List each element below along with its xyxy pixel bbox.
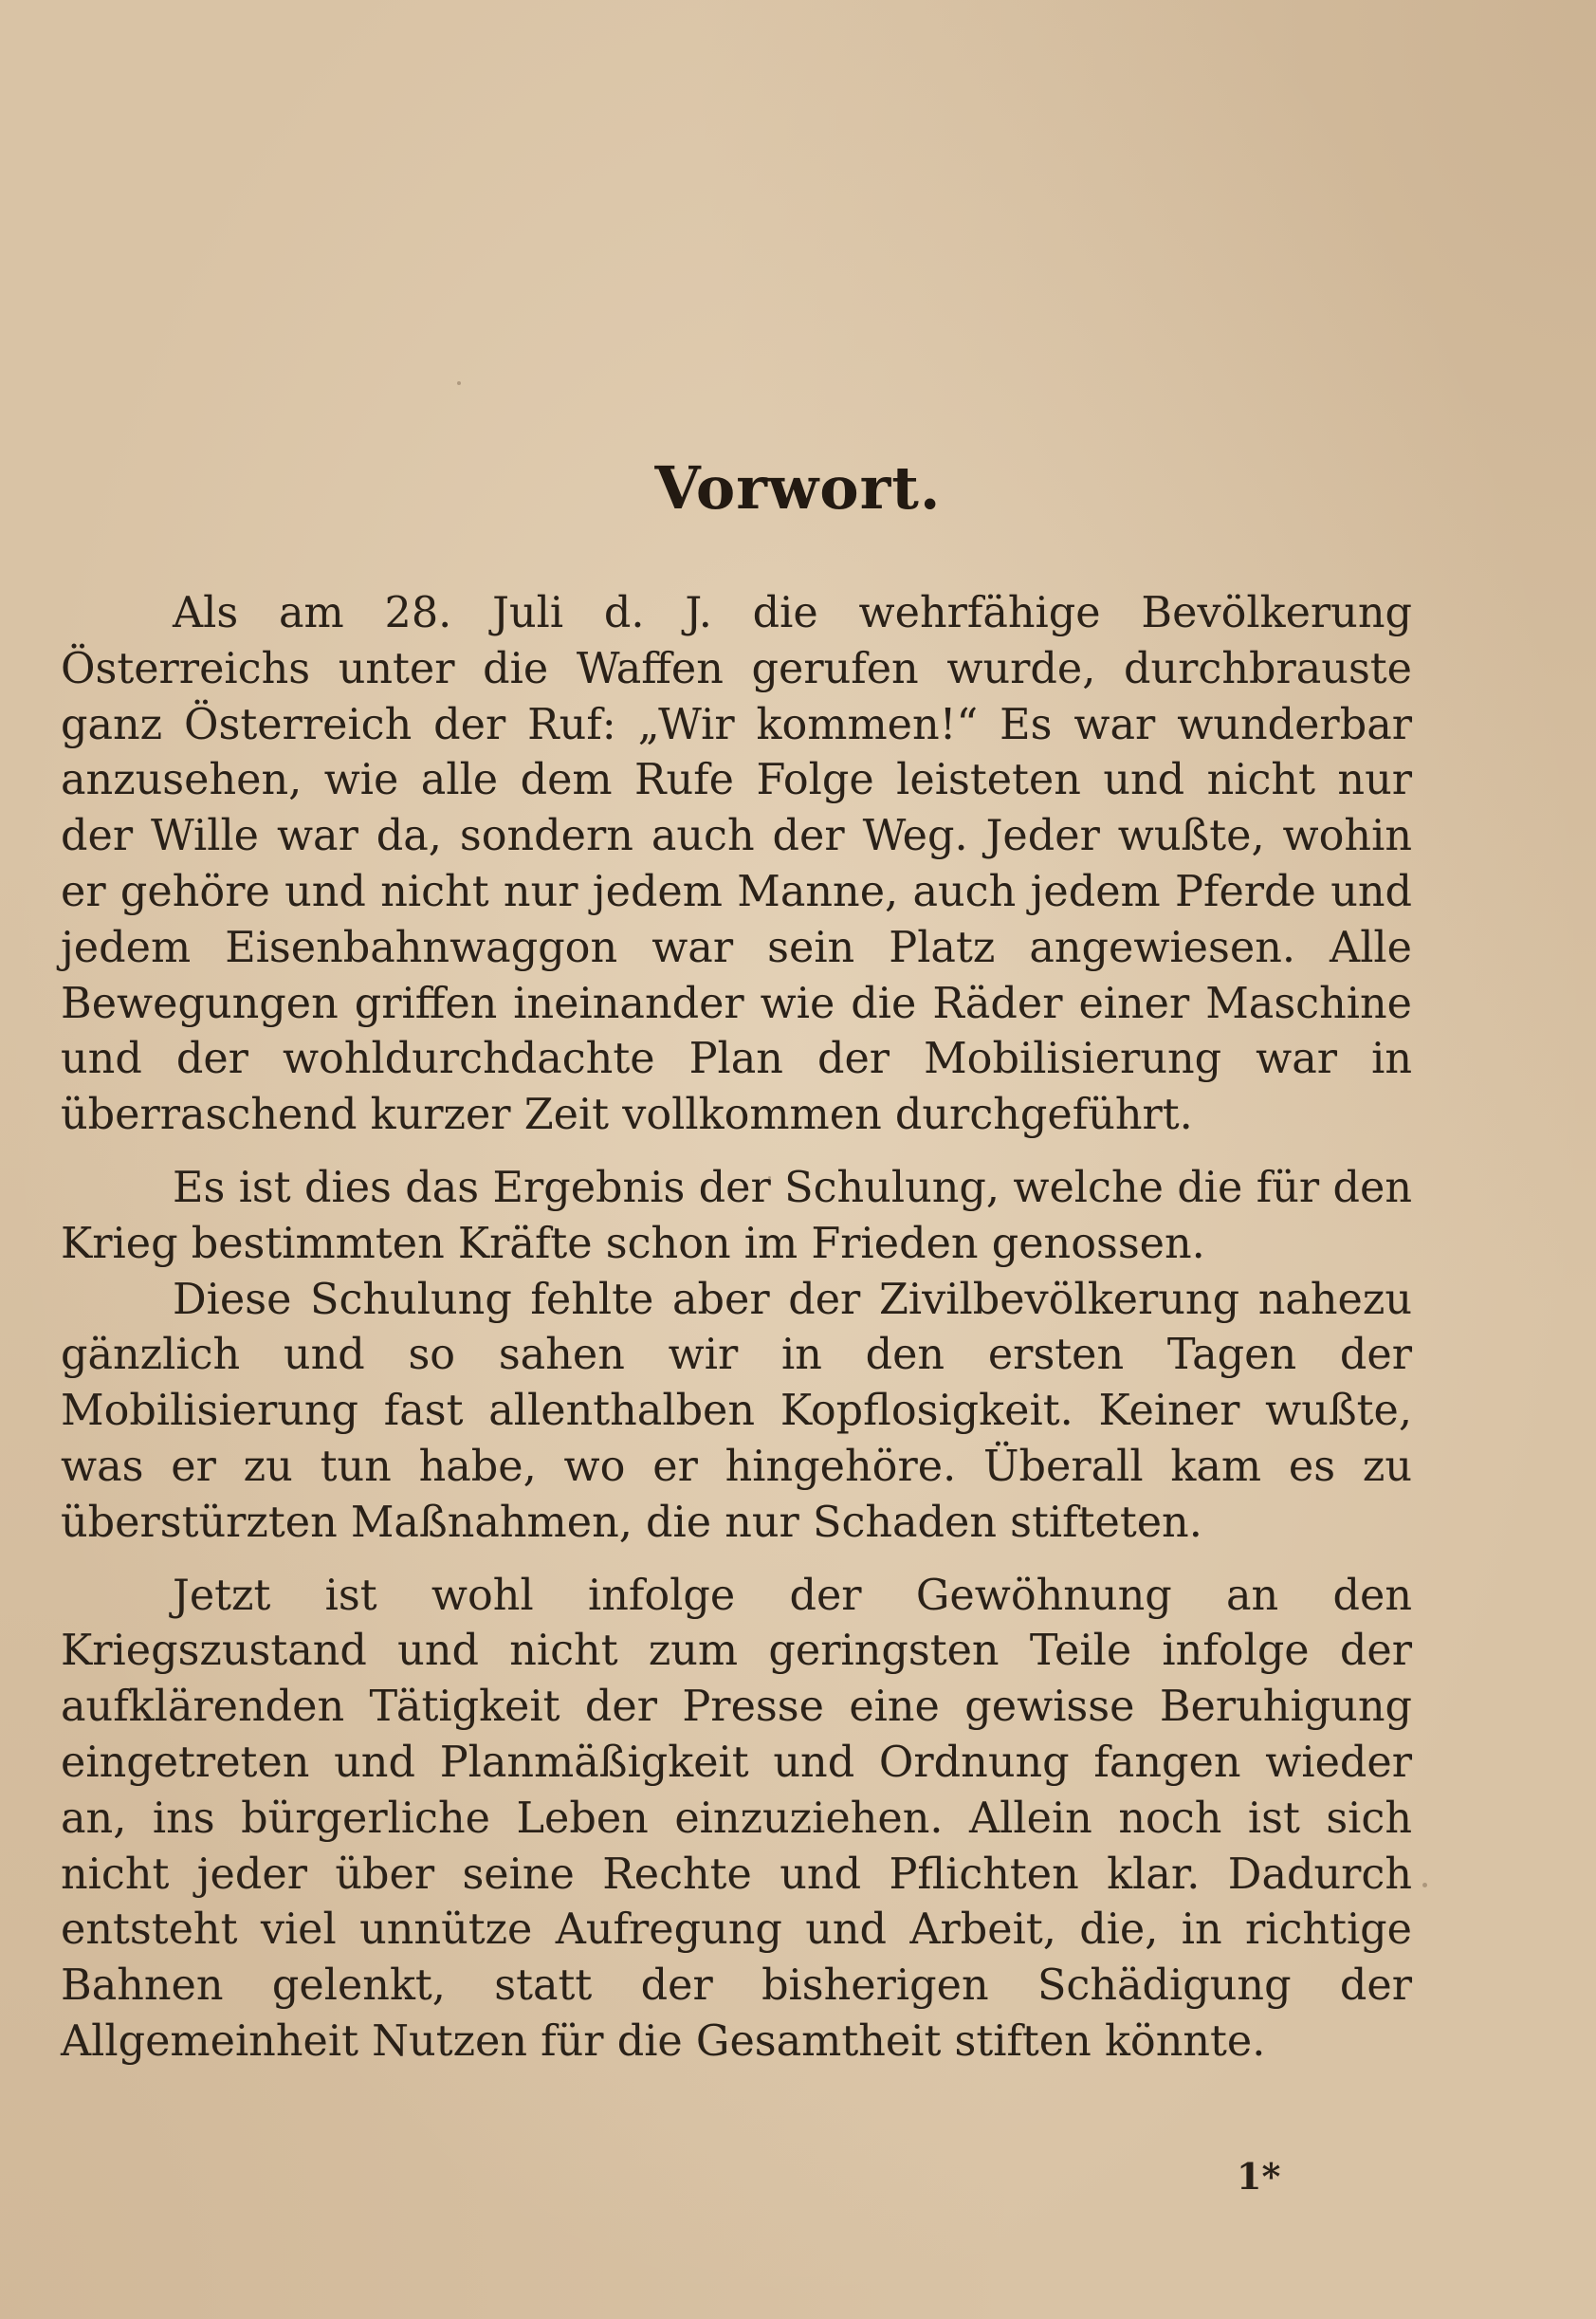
paragraph-3: Diese Schulung fehlte aber der Zivilbevölkerung nahezu gänzlich und so sahen wir in den ersten Tagen der Mobilisierung fast allenthalben Kopflosigkeit. Keiner wußte, was er zu tun habe, wo er hingehöre. Überall kam es zu überstürzten Maßnahmen, die nur Schaden stifteten. — [61, 1275, 1412, 1547]
paper-speck — [457, 381, 461, 385]
paragraph-4: Jetzt ist wohl infolge der Gewöhnung an den Kriegszustand und nicht zum geringsten Teile infolge der aufklärenden Tätigkeit der Presse eine gewisse Beruhigung eingetreten und Planmäßigkeit und Ordnung fangen wieder an, ins bürgerliche Leben einzuziehen. Allein noch ist sich nicht jeder über seine Rechte und Pflichten klar. Dadurch entsteht viel unnütze Aufregung und Arbeit, die, in richtige Bahnen gelenkt, statt der bisherigen Schädigung der Allgemeinheit Nutzen für die Gesamtheit stiften könnte. — [61, 1571, 1412, 2066]
page-title: Vorwort. — [654, 453, 942, 523]
paragraph-2: Es ist dies das Ergebnis der Schulung, welche die für den Krieg bestimmten Kräfte schon im Frieden genossen. — [61, 1163, 1412, 1268]
body-text — [61, 586, 1412, 2071]
page-number: 1* — [1237, 2155, 1281, 2198]
paper-speck — [1422, 1883, 1427, 1887]
paragraph-1: Als am 28. Juli d. J. die wehrfähige Bevölkerung Österreichs unter die Waffen gerufen wurde, durchbrauste ganz Österreich der Ruf: „Wir kommen!“ Es war wunderbar anzusehen, wie alle dem Rufe Folge leisteten und nicht nur der Wille war da, sondern auch der Weg. Jeder wußte, wohin er gehöre und nicht nur jedem Manne, auch jedem Pferde und jedem Eisenbahnwaggon war sein Platz angewiesen. Alle Bewegungen griffen ineinander wie die Räder einer Maschine und der wohldurchdachte Plan der Mobilisierung war in überraschend kurzer Zeit vollkommen durchgeführt. — [61, 589, 1412, 1140]
